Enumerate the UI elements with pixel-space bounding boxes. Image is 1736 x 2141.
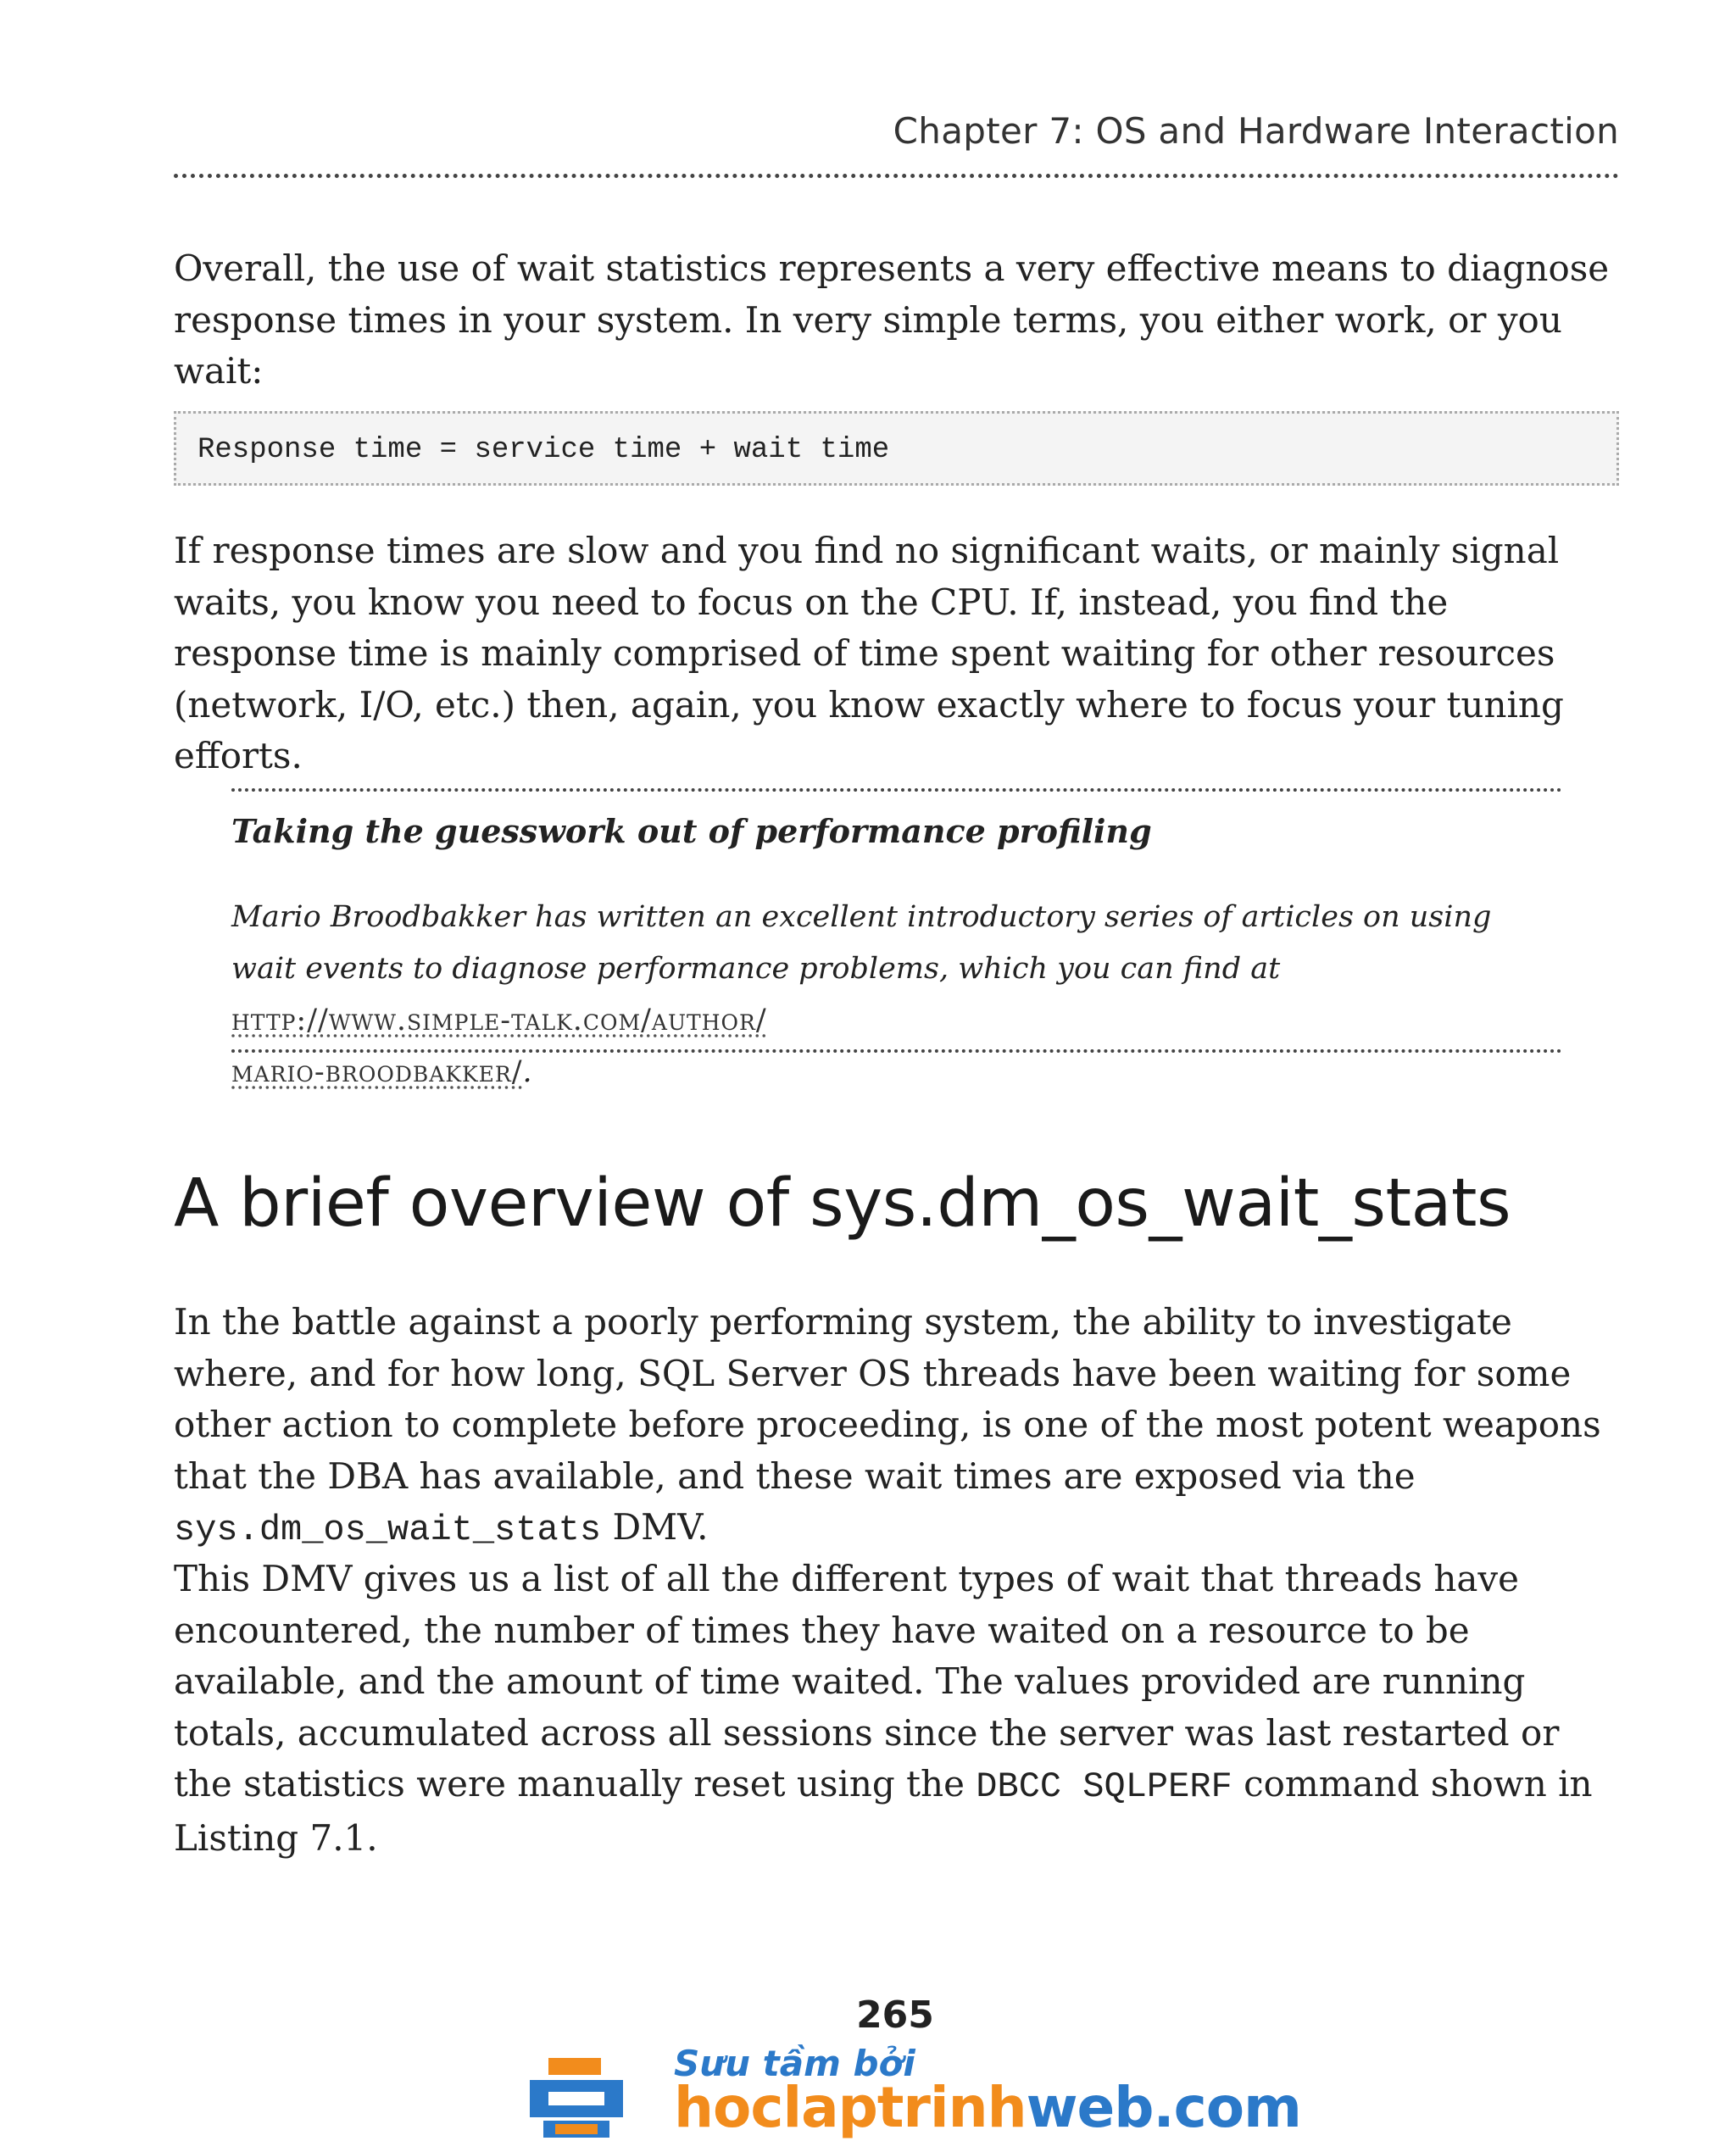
code-block [174,411,1619,486]
section-heading: A brief overview of sys.dm_os_wait_stats [174,1165,1511,1242]
author-link-part2: mario-broodbakker/ [231,1055,523,1089]
watermark-site-part2: web.com [1026,2075,1301,2140]
dmv-name-code: sys.dm_os_wait_stats [174,1510,602,1550]
paragraph-dmv-end: command shown in Listing 7.1. [174,1763,1593,1859]
watermark-site [674,2075,1301,2140]
dbcc-command-code: DBCC SQLPERF [976,1766,1232,1807]
watermark-logo-icon [530,2053,623,2141]
watermark-caption: Sưu tầm bởi [674,2043,915,2084]
code-line: Response time = service time + wait time [198,434,890,466]
author-link[interactable] [231,1004,767,1089]
header-divider [174,174,1619,178]
paragraph-intro: Overall, the use of wait statistics represents a very effective means to diagnose response times in your system. In very simple terms, you either work, or you wait: [174,247,1610,392]
note-text-end: . [522,1055,532,1089]
paragraph-dmv-text: This DMV gives us a list of all the different types of wait that threads have encountered, the number of times they have waited on a resource to be available, and the amount of time waited. The values provided are running totals, accumulated across all sessions since the server was last restarted or the statistics were manually reset using the [174,1558,1560,1805]
paragraph-dmv [174,1554,1619,1864]
note-title: Taking the guesswork out of performance profiling [231,812,1152,850]
note-bottom-divider [231,1049,1562,1053]
watermark [530,2043,1301,2141]
paragraph-battle-text: In the battle against a poorly performing system, the ability to investigate where, and for how long, SQL Server OS threads have been waiting for some other action to complete before proceeding, is one of the most potent weapons that the DBA has available, and these wait times are exposed via the [174,1301,1601,1497]
watermark-site-part1: hoclaptrinh [674,2075,1027,2140]
note-text [231,892,1562,1098]
paragraph-response-times: If response times are slow and you find no significant waits, or mainly signal waits, you know you need to focus on the CPU. If, instead, you find the response time is mainly comprised of time spent waiting for other resources (network, I/O, etc.) then, again, you know exactly where to focus your tuning efforts. [174,530,1564,776]
note-top-divider [231,788,1562,792]
page-number: 265 [856,1994,934,2037]
note-text-body: Mario Broodbakker has written an excellent introductory series of articles on using wait events to diagnose performance problems, which you can find at [231,900,1492,986]
paragraph-battle-end: DMV. [601,1506,709,1548]
author-link-part1: http://www.simple-talk.com/author/ [231,1004,767,1037]
chapter-header: Chapter 7: OS and Hardware Interaction [893,110,1619,152]
paragraph-battle [174,1297,1619,1556]
